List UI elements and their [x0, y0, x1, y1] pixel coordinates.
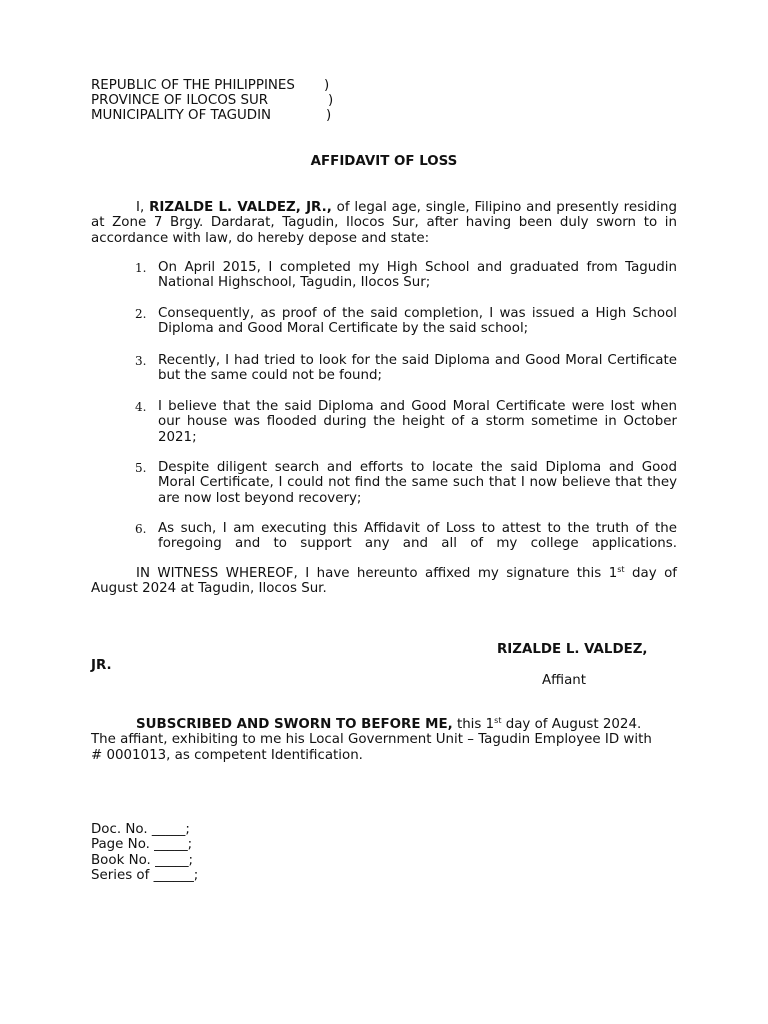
statement-text: As such, I am executing this Affidavit of Loss to attest to the truth of the foregoing and to support any and all of my college applications.	[158, 521, 677, 552]
statement-item	[91, 306, 677, 337]
statement-text: Recently, I had tried to look for the said Diploma and Good Moral Certificate but the same could not be found;	[158, 353, 677, 384]
statement-item	[91, 399, 677, 445]
statement-item	[91, 353, 677, 384]
signature-role: Affiant	[542, 673, 587, 688]
caption-paren-3: )	[326, 108, 332, 123]
statement-number: 3.	[135, 354, 147, 368]
statement-text: Despite diligent search and efforts to locate the said Diploma and Good Moral Certificate, I could not find the same such that I now believe that they are now lost beyond recovery;	[158, 460, 677, 506]
caption-paren-2: )	[328, 93, 334, 108]
witness-text: IN WITNESS WHEREOF, I have hereunto affixed my signature this 1	[136, 566, 618, 581]
caption-municipality: MUNICIPALITY OF TAGUDIN	[91, 108, 272, 123]
affiant-name: RIZALDE L. VALDEZ, JR.,	[149, 200, 332, 215]
registry-book-no: Book No. _____;	[91, 853, 194, 868]
caption-republic: REPUBLIC OF THE PHILIPPINES	[91, 78, 295, 93]
statement-text: Consequently, as proof of the said completion, I was issued a High School Diploma and Good Moral Certificate by the said school;	[158, 306, 677, 337]
jurat-text: this 1	[452, 717, 495, 732]
statement-text: I believe that the said Diploma and Good Moral Certificate were lost when our house was flooded during the height of a storm sometime in October 2021;	[158, 399, 677, 445]
jurat-rest: day of August 2024. The affiant, exhibiting to me his Local Government Unit – Tagudin Employee ID with # 0001013, as competent Identification.	[91, 717, 652, 763]
statement-number: 5.	[135, 461, 147, 475]
statement-number: 4.	[135, 400, 147, 414]
jurat-ordinal: st	[494, 716, 502, 725]
registry-doc-no: Doc. No. _____;	[91, 822, 190, 837]
witness-rest: day of August 2024 at Tagudin, Ilocos Sur.	[91, 566, 677, 597]
jurat-paragraph	[91, 717, 661, 763]
signature-suffix: JR.	[91, 658, 112, 673]
registry-page-no: Page No. _____;	[91, 837, 193, 852]
statement-number: 1.	[135, 261, 147, 275]
statement-item	[91, 521, 677, 552]
caption-province: PROVINCE OF ILOCOS SUR	[91, 93, 269, 108]
signature-name: RIZALDE L. VALDEZ,	[497, 642, 648, 657]
intro-text: of legal age, single, Filipino and presently residing at Zone 7 Brgy. Dardarat, Tagudin, Ilocos Sur, after having been duly sworn to in accordance with law, do hereby depose and state:	[91, 200, 677, 246]
document-title: AFFIDAVIT OF LOSS	[310, 154, 458, 169]
jurat-heading: SUBSCRIBED AND SWORN TO BEFORE ME,	[136, 717, 453, 732]
statement-text: On April 2015, I completed my High School and graduated from Tagudin National Highschool, Tagudin, Ilocos Sur;	[158, 260, 677, 291]
intro-lead: I,	[136, 200, 150, 215]
intro-paragraph	[91, 200, 677, 246]
witness-ordinal: st	[617, 565, 625, 574]
statement-item	[91, 260, 677, 291]
statement-item	[91, 460, 677, 506]
statement-number: 6.	[135, 522, 147, 536]
caption-paren-1: )	[324, 78, 330, 93]
registry-series: Series of ______;	[91, 868, 199, 883]
statement-number: 2.	[135, 307, 147, 321]
witness-paragraph	[91, 566, 677, 597]
